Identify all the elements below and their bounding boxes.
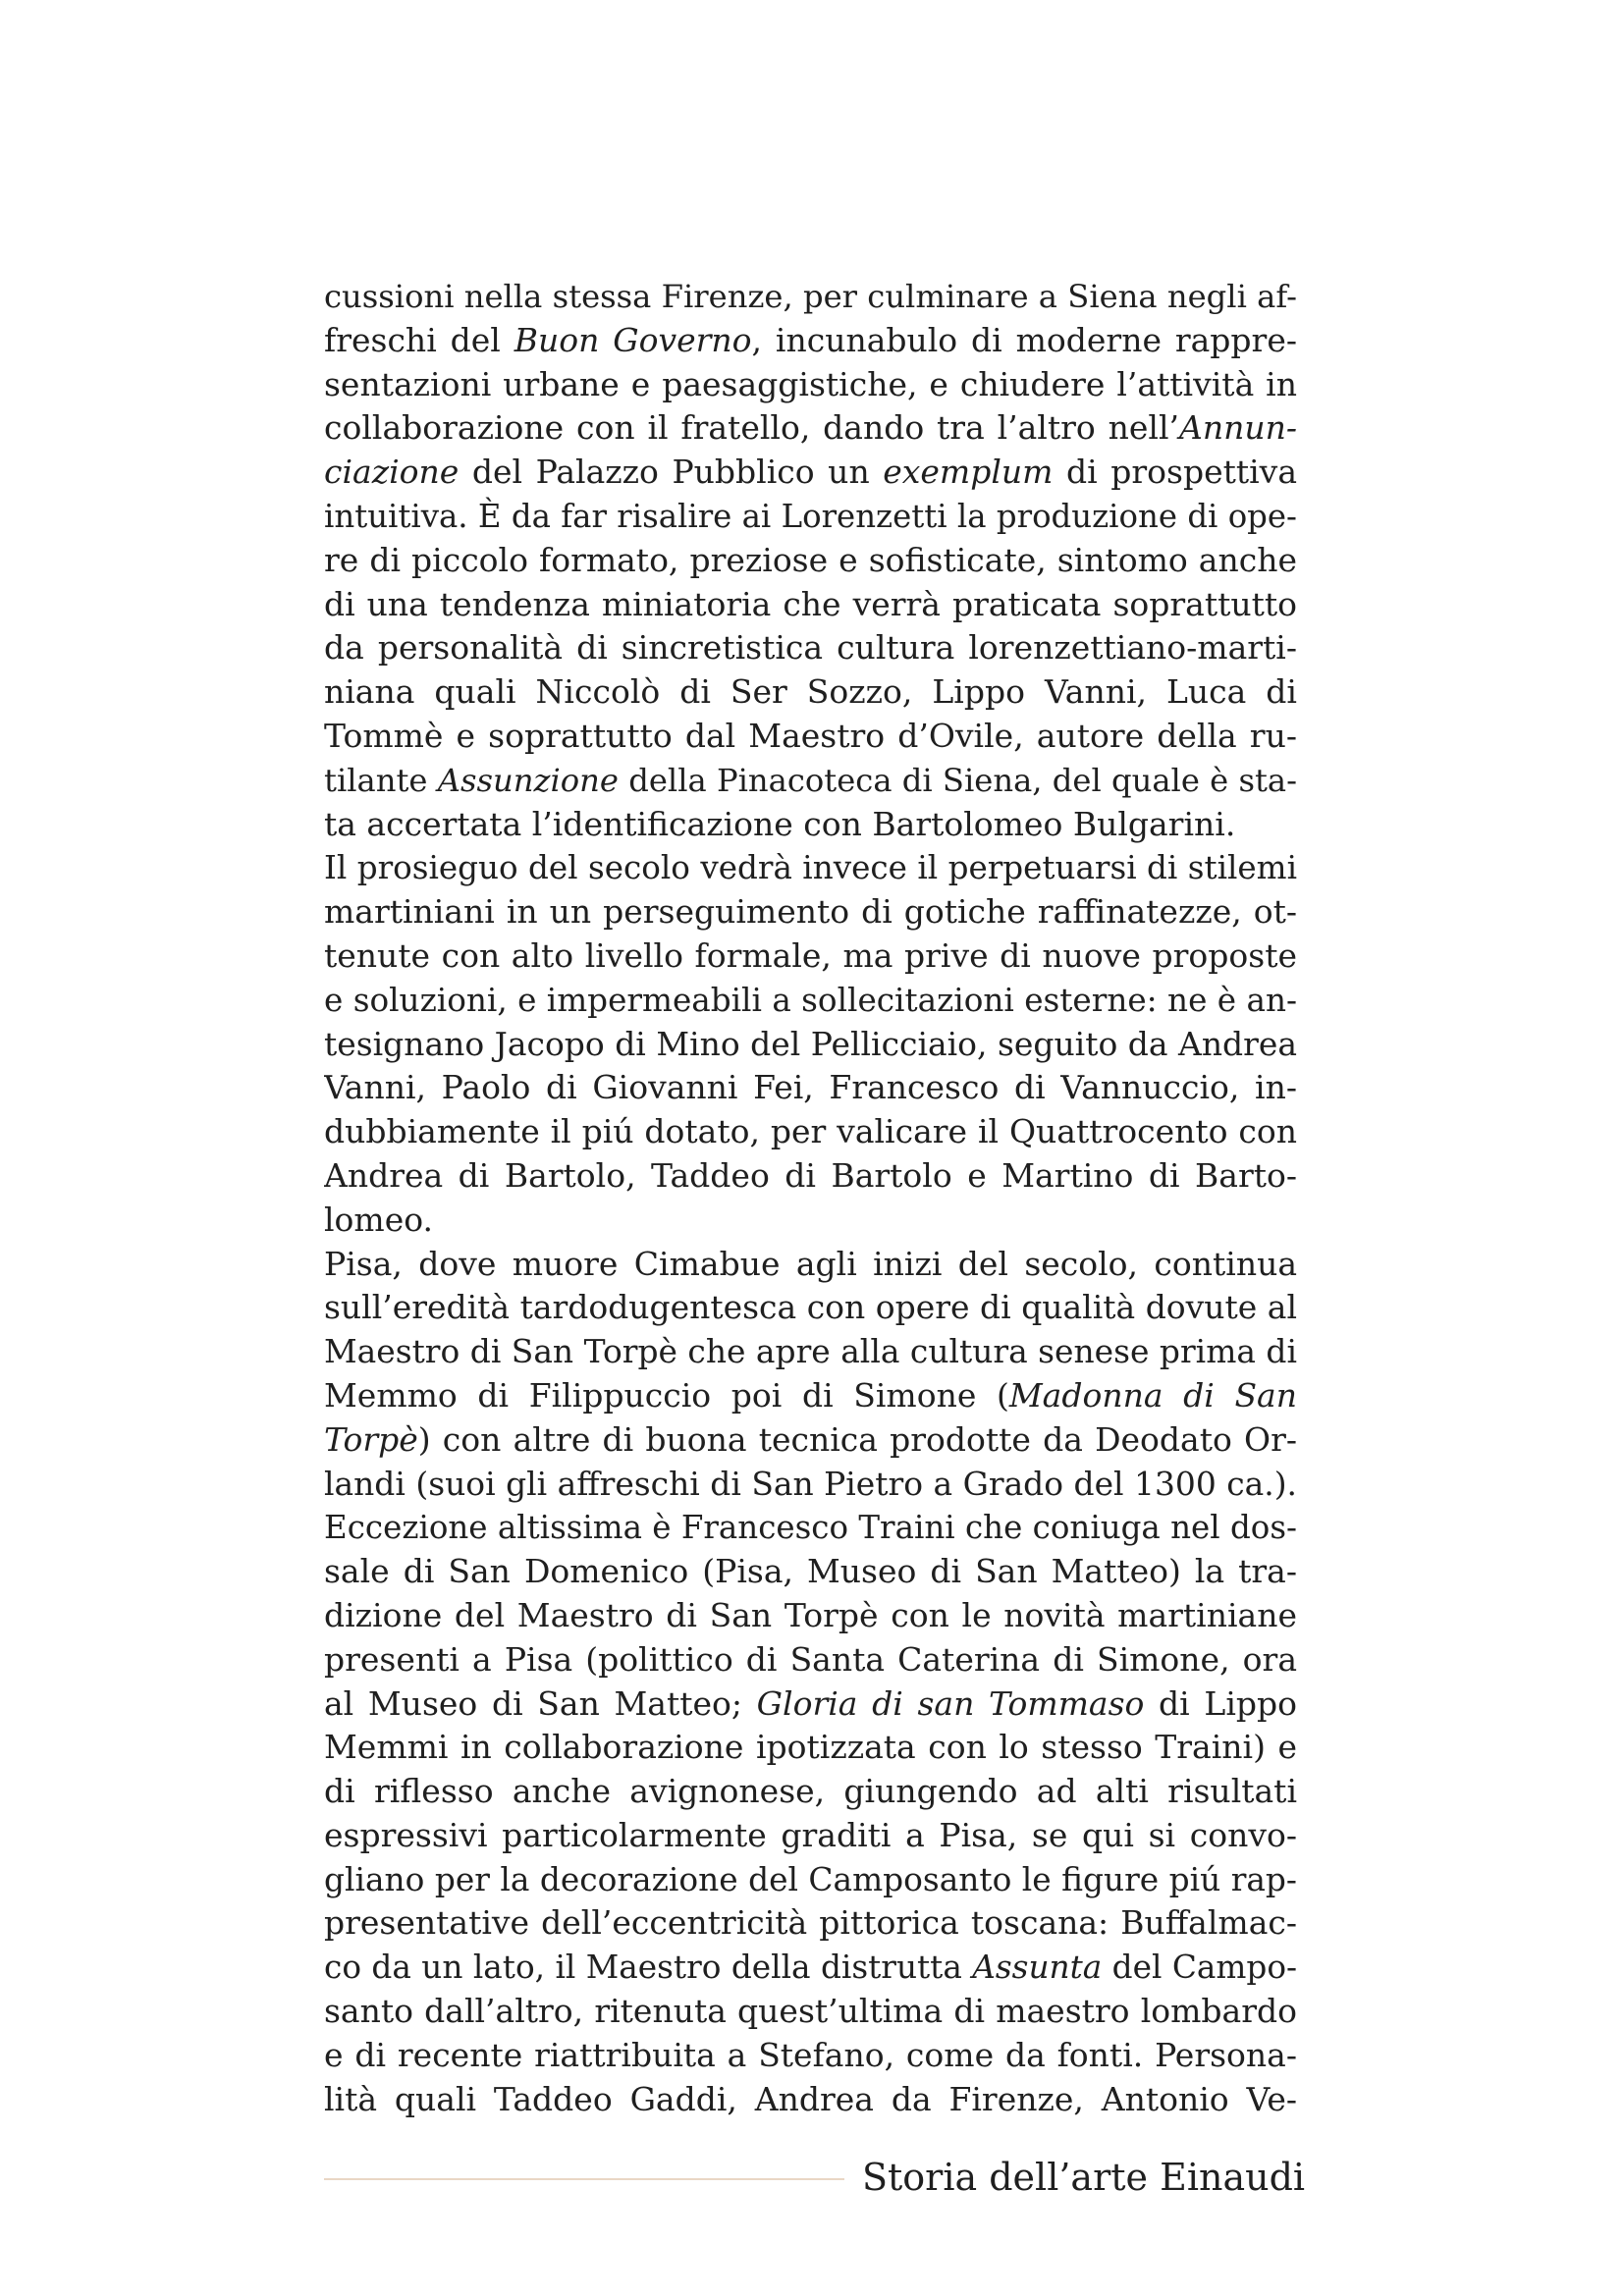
text-line [324, 583, 1297, 627]
text-line [324, 1154, 1297, 1199]
text-line [324, 626, 1297, 670]
text-run: del Campo- [1102, 1949, 1297, 1987]
text-run: tenute con alto livello formale, ma prive di nuove proposte [324, 935, 1297, 975]
text-line [324, 1770, 1297, 1814]
text-run: Tommè e soprattutto dal Maestro d’Ovile, autore della ru- [324, 716, 1297, 755]
text-run: martiniani in un perseguimento di gotiche raffinatezze, ot- [324, 892, 1297, 932]
text-run: di riflesso anche avignonese, giungendo ad alti risultati [324, 1772, 1297, 1811]
text-line [324, 1638, 1297, 1682]
text-run: Eccezione altissima è Francesco Traini che coniuga nel dos- [324, 1509, 1297, 1547]
text-run: sull’eredità tardodugentesca con opere di qualità dovute al [324, 1288, 1297, 1327]
text-line [324, 979, 1297, 1023]
text-run: di Lippo [1144, 1683, 1297, 1723]
text-run: sale di San Domenico (Pisa, Museo di San Matteo) la tra- [324, 1552, 1297, 1591]
text-run: tesignano Jacopo di Mino del Pellicciaio, seguito da Andrea [324, 1024, 1297, 1063]
italic-title: ciazione [324, 453, 460, 492]
text-run: del Palazzo Pubblico un [459, 453, 884, 492]
text-line [324, 1286, 1297, 1330]
text-run: lità quali Taddeo Gaddi, Andrea da Firenze, Antonio Ve- [324, 2079, 1297, 2118]
text-run: dubbiamente il piú dotato, per valicare il Quattrocento con [324, 1112, 1297, 1151]
text-line [324, 1858, 1297, 1902]
text-run: freschi del [324, 320, 514, 359]
italic-title: exemplum [883, 453, 1054, 492]
text-run: ta accertata l’identificazione con Bartolomeo Bulgarini. [324, 804, 1236, 843]
text-line [324, 1682, 1297, 1727]
text-line [324, 319, 1297, 363]
text-run: intuitiva. È da far risalire ai Lorenzetti la produzione di ope- [324, 497, 1297, 535]
text-line [324, 1110, 1297, 1154]
text-line [324, 1550, 1297, 1594]
text-line [324, 934, 1297, 979]
text-run: gliano per la decorazione del Camposanto le figure piú rap- [324, 1860, 1297, 1898]
text-run: dizione del Maestro di San Torpè con le novità martiniane [324, 1595, 1297, 1634]
text-run: di una tendenza miniatoria che verrà praticata soprattutto [324, 584, 1297, 623]
text-line [324, 1374, 1297, 1418]
text-run: Vanni, Paolo di Giovanni Fei, Francesco di Vannuccio, in- [324, 1068, 1297, 1107]
footer-series-title: Storia dell’arte Einaudi [862, 2156, 1306, 2199]
text-run: e soluzioni, e impermeabili a sollecitazioni esterne: ne è an- [324, 981, 1297, 1019]
text-run: Memmo di Filippuccio poi di Simone ( [324, 1375, 1009, 1415]
text-line [324, 275, 1297, 319]
text-line [324, 1814, 1297, 1858]
text-line [324, 1506, 1297, 1550]
text-run: sentazioni urbane e paesaggistiche, e chiudere l’attività in [324, 364, 1297, 403]
italic-title: Assunzione [437, 761, 619, 799]
text-run: lomeo. [324, 1200, 434, 1239]
text-line [324, 1463, 1297, 1507]
text-line [324, 1901, 1297, 1946]
text-run: da personalità di sincretistica cultura lorenzettiano-marti- [324, 628, 1297, 667]
text-line [324, 715, 1297, 759]
text-line [324, 846, 1297, 890]
text-line [324, 1199, 1297, 1243]
text-run: Il prosieguo del secolo vedrà invece il perpetuarsi di stilemi [324, 849, 1297, 887]
italic-title: Buon Governo [514, 320, 752, 359]
text-line [324, 363, 1297, 407]
text-run: cussioni nella stessa Firenze, per culminare a Siena negli af- [324, 278, 1297, 315]
text-line [324, 759, 1297, 803]
text-line [324, 1243, 1297, 1287]
text-run: collaborazione con il fratello, dando tra l’altro nell’ [324, 408, 1179, 448]
text-line [324, 1330, 1297, 1374]
text-run: , incunabulo di moderne rappre- [751, 320, 1297, 359]
italic-title: Assunta [972, 1949, 1103, 1987]
text-run: tilante [324, 761, 438, 799]
text-run: Maestro di San Torpè che apre alla cultura senese prima di [324, 1332, 1297, 1371]
text-line [324, 495, 1297, 539]
text-line [324, 539, 1297, 583]
text-run: niana quali Niccolò di Ser Sozzo, Lippo Vanni, Luca di [324, 672, 1297, 712]
text-run: espressivi particolarmente graditi a Pisa, se qui si convo- [324, 1815, 1297, 1854]
text-run: presentative dell’eccentricità pittorica toscana: Buffalmac- [324, 1903, 1297, 1943]
text-line [324, 890, 1297, 934]
text-run: e di recente riattribuita a Stefano, come da fonti. Persona- [324, 2035, 1297, 2074]
text-run: Andrea di Bartolo, Taddeo di Bartolo e Martino di Barto- [324, 1155, 1297, 1195]
text-line [324, 2078, 1297, 2122]
body-text [324, 275, 1306, 2121]
text-run: Pisa, dove muore Cimabue agli inizi del secolo, continua [324, 1244, 1297, 1283]
italic-title: Torpè [324, 1419, 418, 1459]
text-line [324, 803, 1297, 847]
text-run: re di piccolo formato, preziose e sofisticate, sintomo anche [324, 540, 1297, 579]
text-run: presenti a Pisa (polittico di Santa Caterina di Simone, ora [324, 1639, 1297, 1679]
text-line [324, 1418, 1297, 1463]
text-line [324, 1726, 1297, 1770]
text-line [324, 2034, 1297, 2078]
text-run: landi (suoi gli affreschi di San Pietro a Grado del 1300 ca.). [324, 1464, 1297, 1503]
text-run: ) con altre di buona tecnica prodotte da Deodato Or- [417, 1419, 1297, 1459]
text-line [324, 1990, 1297, 2034]
text-line [324, 1023, 1297, 1067]
text-line [324, 1594, 1297, 1638]
text-run: Memmi in collaborazione ipotizzata con lo stesso Traini) e [324, 1728, 1297, 1767]
text-run: al Museo di San Matteo; [324, 1683, 757, 1723]
italic-title: Gloria di san Tommaso [756, 1683, 1145, 1723]
text-line [324, 406, 1297, 451]
text-line [324, 451, 1297, 495]
footer-rule [324, 2178, 844, 2180]
italic-title: Madonna di San [1008, 1375, 1297, 1415]
text-line [324, 1066, 1297, 1110]
italic-title: Annun- [1179, 408, 1297, 448]
text-run: co da un lato, il Maestro della distrutta [324, 1949, 973, 1987]
text-line [324, 1946, 1297, 1990]
text-run: santo dall’altro, ritenuta quest’ultima di maestro lombardo [324, 1992, 1297, 2031]
text-line [324, 670, 1297, 715]
text-run: di prospettiva [1053, 453, 1297, 492]
text-run: della Pinacoteca di Siena, del quale è sta- [618, 761, 1297, 799]
